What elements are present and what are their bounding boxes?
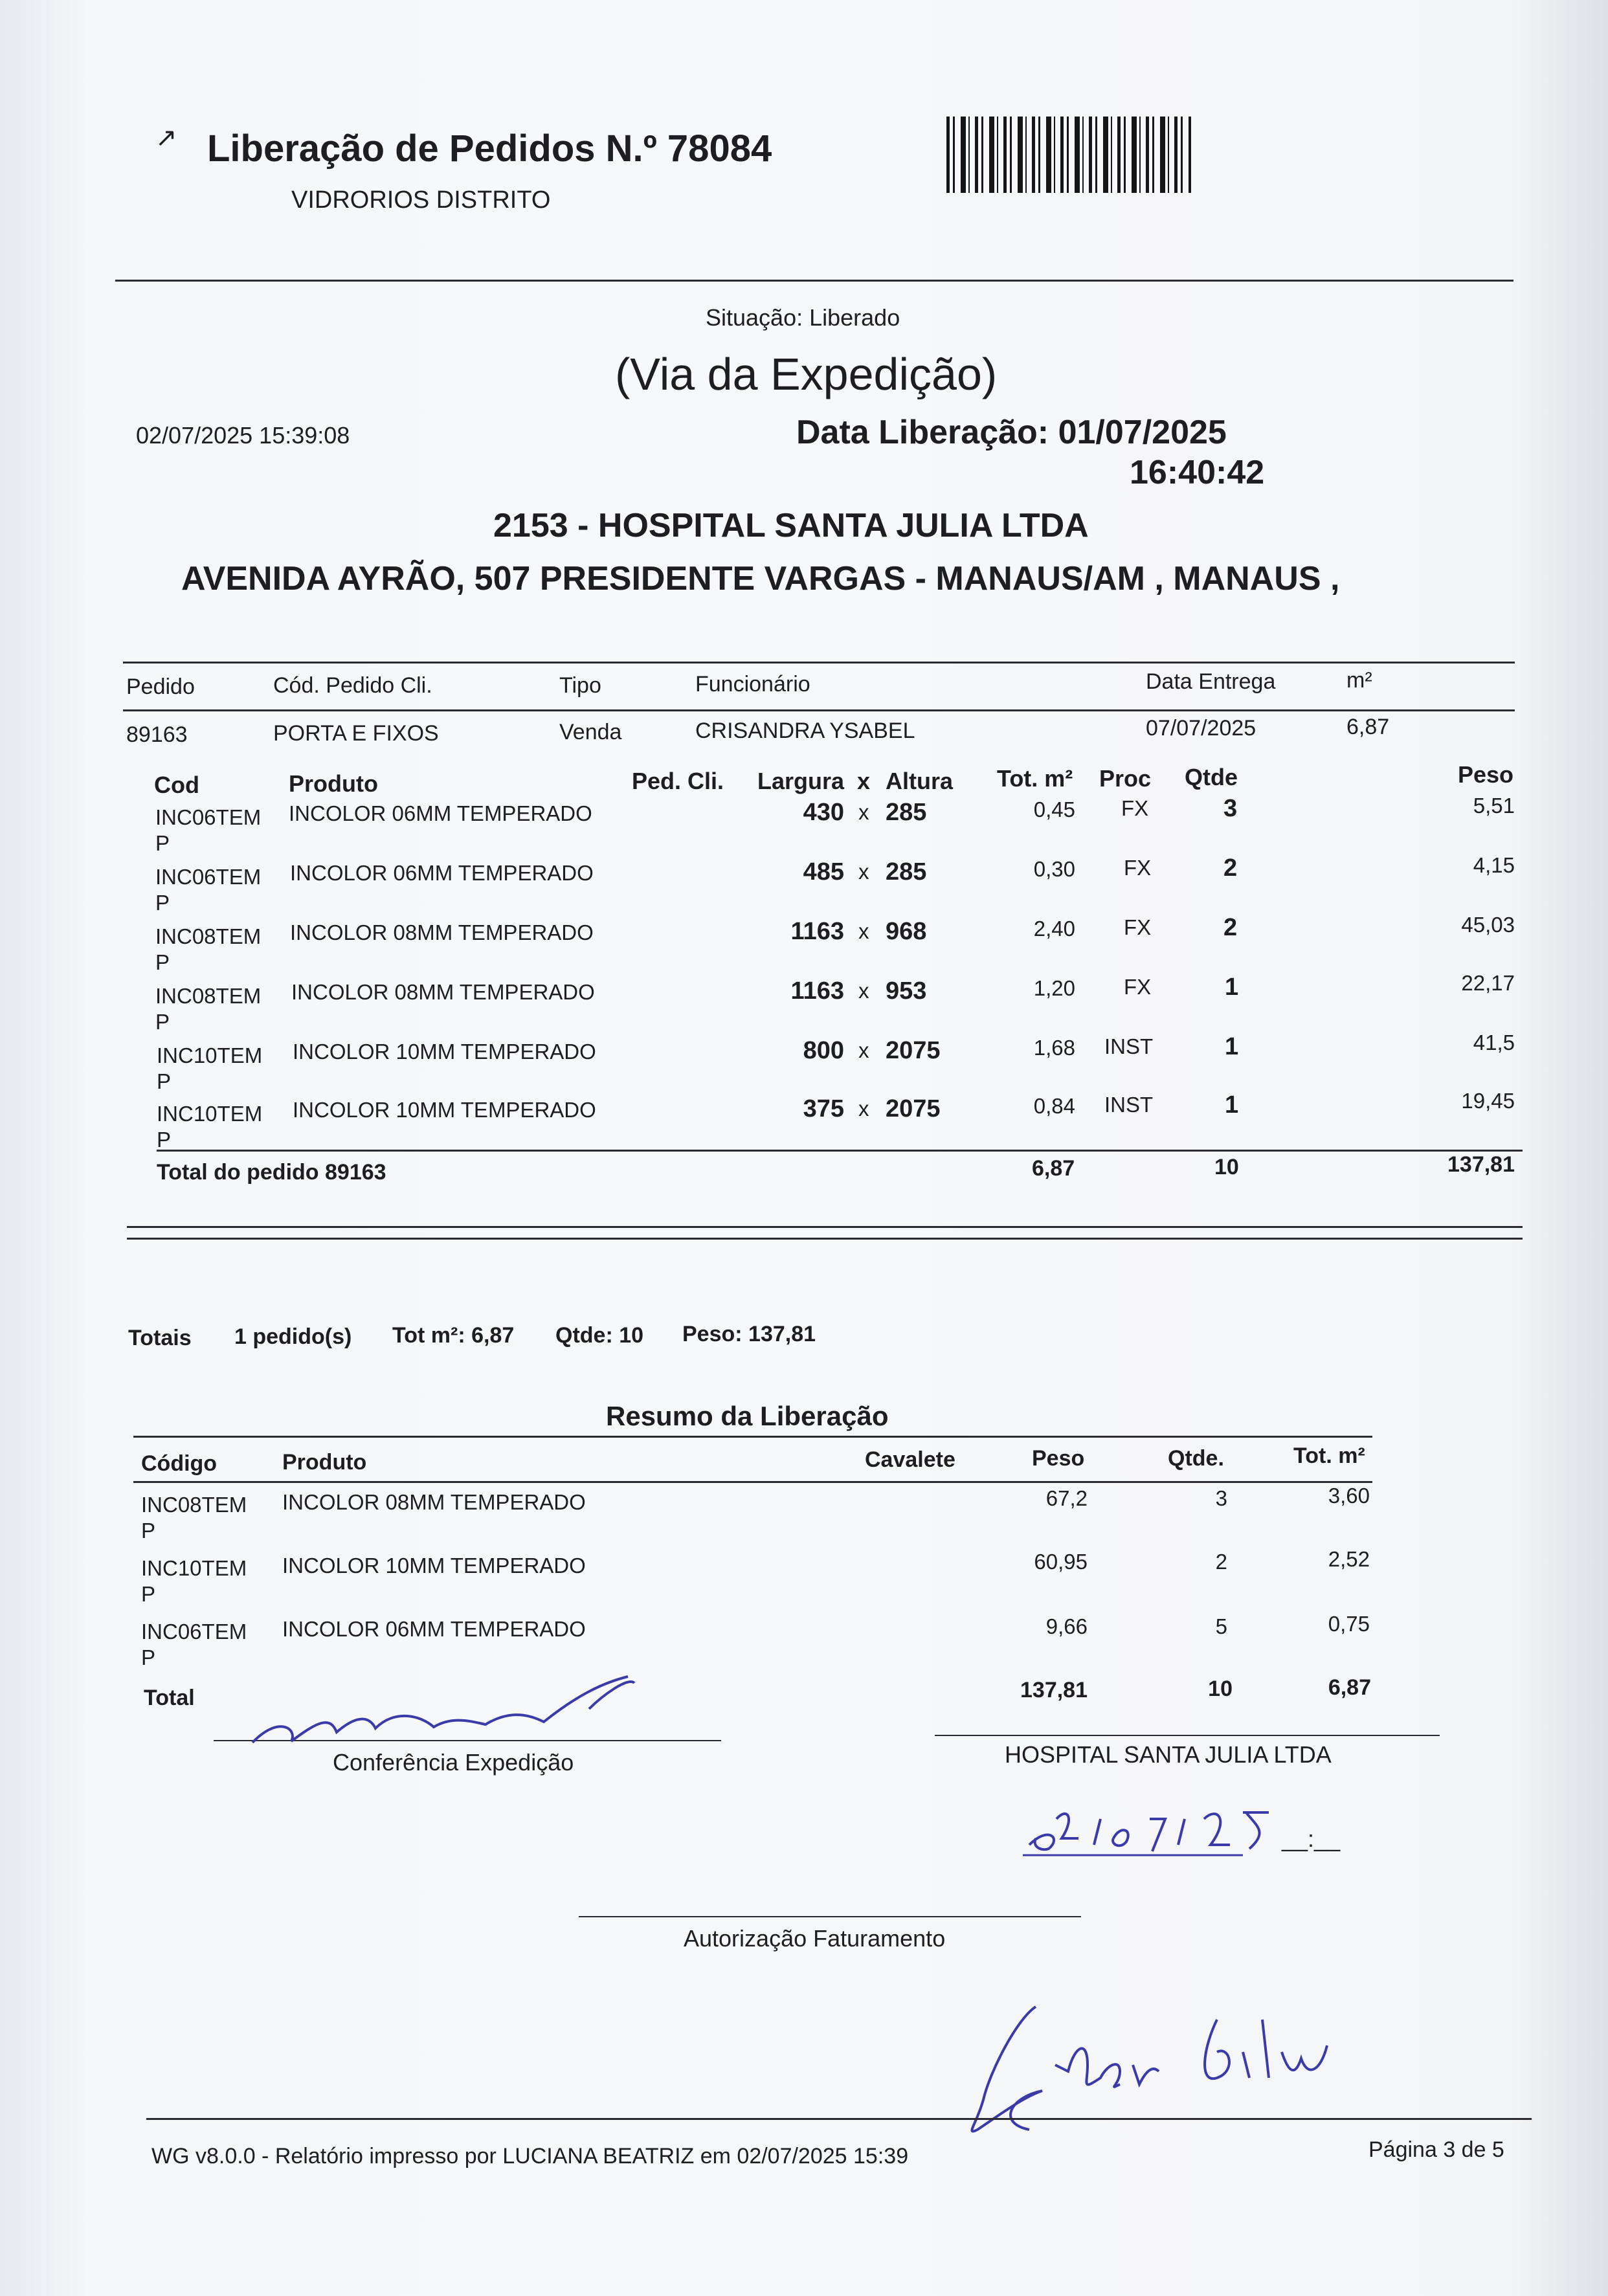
item-produto: INCOLOR 08MM TEMPERADO [291, 980, 595, 1004]
release-time: 16:40:42 [1130, 454, 1265, 491]
summary-total-qtde: 10 [1208, 1677, 1233, 1701]
item-cod-suffix: P [157, 1069, 172, 1093]
summary-qtde: 5 [1215, 1614, 1227, 1638]
items-col-produto: Produto [289, 770, 378, 797]
items-col-x: x [857, 768, 871, 794]
item-cod-suffix: P [155, 1010, 170, 1034]
corner-mark: ↗ [155, 124, 177, 152]
item-tot-m2: 1,20 [1033, 976, 1075, 1000]
summary-total-label: Total [144, 1686, 195, 1710]
item-qtde: 2 [1223, 854, 1238, 882]
summary-top-divider [133, 1436, 1372, 1438]
header-divider [115, 280, 1513, 282]
item-qtde: 1 [1225, 1033, 1239, 1060]
item-cod: INC10TEM [157, 1043, 263, 1067]
summary-tot-m2: 3,60 [1328, 1484, 1370, 1508]
items-col-qtde: Qtde [1185, 764, 1238, 790]
items-total-label: Total do pedido 89163 [157, 1160, 386, 1185]
col-data-entrega: Data Entrega [1146, 669, 1276, 694]
release-date: Data Liberação: 01/07/2025 [796, 414, 1227, 451]
company-name: VIDRORIOS DISTRITO [291, 186, 551, 214]
items-col-ped-cli: Ped. Cli. [632, 768, 724, 794]
item-altura: 285 [886, 799, 927, 826]
summary-col-produto: Produto [282, 1450, 367, 1475]
order-header-divider [123, 709, 1515, 711]
summary-produto: INCOLOR 08MM TEMPERADO [282, 1490, 586, 1514]
autorizacao-signature-line [579, 1916, 1081, 1917]
footer-page-number: Página 3 de 5 [1368, 2137, 1504, 2162]
item-tot-m2: 1,68 [1033, 1036, 1075, 1060]
item-largura: 1163 [790, 977, 844, 1005]
item-qtde: 1 [1225, 974, 1239, 1001]
col-cod-cli: Cód. Pedido Cli. [273, 673, 432, 698]
barcode [946, 117, 1191, 193]
items-total-divider [157, 1150, 1523, 1152]
item-peso: 19,45 [1461, 1089, 1515, 1113]
item-qtde: 2 [1223, 914, 1238, 941]
summary-qtde: 3 [1215, 1486, 1227, 1510]
item-x: x [858, 860, 869, 884]
item-x: x [858, 979, 869, 1003]
order-data-entrega: 07/07/2025 [1146, 716, 1256, 741]
customer-address: AVENIDA AYRÃO, 507 PRESIDENTE VARGAS - MANAUS/AM , MANAUS , [181, 560, 1340, 597]
summary-col-peso: Peso [1032, 1446, 1085, 1471]
item-peso: 41,5 [1473, 1031, 1515, 1054]
summary-col-cavalete: Cavalete [865, 1447, 955, 1472]
summary-codigo-suffix: P [141, 1645, 156, 1669]
summary-codigo: INC06TEM [141, 1620, 247, 1644]
item-cod-suffix: P [155, 950, 170, 974]
order-tipo: Venda [559, 720, 622, 744]
summary-peso: 9,66 [1045, 1614, 1088, 1638]
items-col-proc: Proc [1099, 765, 1152, 792]
item-altura: 953 [886, 977, 927, 1005]
customer-signature-line [935, 1735, 1440, 1736]
item-cod-suffix: P [155, 831, 170, 855]
item-tot-m2: 0,30 [1033, 857, 1075, 881]
totals-qtde: Qtde: 10 [555, 1323, 644, 1348]
summary-codigo: INC10TEM [141, 1556, 247, 1580]
item-tot-m2: 2,40 [1033, 917, 1075, 941]
item-proc: INST [1104, 1093, 1154, 1117]
col-pedido: Pedido [126, 674, 195, 699]
item-cod: INC08TEM [155, 984, 262, 1008]
autorizacao-label: Autorização Faturamento [684, 1925, 946, 1952]
item-largura: 375 [803, 1095, 844, 1122]
time-blank: __:__ [1282, 1825, 1341, 1852]
summary-tot-m2: 0,75 [1328, 1612, 1370, 1636]
item-proc: FX [1121, 796, 1149, 820]
item-cod-suffix: P [155, 891, 170, 915]
totals-peso: Peso: 137,81 [682, 1322, 816, 1346]
col-m2: m² [1346, 668, 1372, 693]
item-x: x [858, 1097, 869, 1120]
print-datetime: 02/07/2025 15:39:08 [136, 422, 350, 449]
status-text: Situação: Liberado [706, 304, 900, 331]
items-bottom-divider-1 [127, 1226, 1523, 1228]
conferencia-label: Conferência Expedição [333, 1749, 574, 1776]
items-col-altura: Altura [886, 768, 954, 794]
items-total-peso: 137,81 [1447, 1152, 1515, 1177]
item-x: x [858, 1038, 869, 1062]
order-m2: 6,87 [1346, 715, 1390, 739]
item-tot-m2: 0,84 [1033, 1094, 1075, 1118]
item-qtde: 3 [1223, 795, 1238, 822]
items-col-largura: Largura [757, 768, 845, 794]
item-largura: 485 [803, 858, 844, 886]
items-col-peso: Peso [1458, 761, 1514, 788]
authorizer-signature [958, 1994, 1385, 2143]
customer-signature-label: HOSPITAL SANTA JULIA LTDA [1005, 1741, 1332, 1768]
summary-peso: 67,2 [1045, 1486, 1088, 1510]
totals-pedidos: 1 pedido(s) [234, 1324, 352, 1349]
item-peso: 5,51 [1473, 794, 1515, 818]
item-produto: INCOLOR 08MM TEMPERADO [290, 920, 594, 944]
item-proc: INST [1104, 1034, 1154, 1058]
summary-codigo: INC08TEM [141, 1493, 247, 1517]
summary-total-m2: 6,87 [1328, 1675, 1371, 1700]
item-proc: FX [1124, 856, 1152, 880]
item-produto: INCOLOR 06MM TEMPERADO [290, 861, 594, 885]
item-altura: 968 [886, 918, 927, 945]
item-tot-m2: 0,45 [1033, 797, 1075, 821]
item-altura: 2075 [886, 1037, 941, 1064]
order-funcionario: CRISANDRA YSABEL [695, 719, 915, 743]
col-funcionario: Funcionário [695, 672, 810, 697]
item-proc: FX [1124, 915, 1152, 939]
item-largura: 1163 [790, 918, 844, 945]
summary-tot-m2: 2,52 [1328, 1547, 1370, 1571]
summary-produto: INCOLOR 06MM TEMPERADO [282, 1617, 586, 1641]
items-col-tot-m2: Tot. m² [997, 765, 1073, 792]
summary-title: Resumo da Liberação [606, 1401, 889, 1431]
item-cod: INC06TEM [155, 805, 262, 829]
item-qtde: 1 [1225, 1091, 1239, 1119]
summary-codigo-suffix: P [141, 1582, 156, 1606]
item-cod: INC10TEM [157, 1102, 263, 1126]
summary-qtde: 2 [1215, 1550, 1227, 1574]
report-title: Liberação de Pedidos N.º 78084 [207, 128, 772, 170]
item-x: x [858, 919, 869, 943]
summary-codigo-suffix: P [141, 1519, 156, 1543]
item-proc: FX [1124, 975, 1152, 999]
item-altura: 285 [886, 858, 927, 886]
item-largura: 430 [803, 799, 844, 826]
footer-printed-by: WG v8.0.0 - Relatório impresso por LUCIANA BEATRIZ em 02/07/2025 15:39 [151, 2144, 909, 2168]
summary-col-qtde: Qtde. [1168, 1446, 1224, 1471]
item-peso: 4,15 [1473, 853, 1515, 877]
item-produto: INCOLOR 10MM TEMPERADO [293, 1040, 596, 1064]
item-peso: 22,17 [1461, 971, 1515, 995]
totals-m2: Tot m²: 6,87 [392, 1323, 515, 1348]
conferencia-signature [240, 1670, 667, 1754]
item-produto: INCOLOR 06MM TEMPERADO [289, 801, 592, 825]
order-top-divider [123, 662, 1515, 663]
summary-peso: 60,95 [1034, 1550, 1088, 1574]
item-produto: INCOLOR 10MM TEMPERADO [293, 1098, 596, 1122]
copy-label: (Via da Expedição) [615, 349, 998, 399]
summary-header-divider [133, 1481, 1372, 1483]
totals-label: Totais [128, 1326, 192, 1350]
item-cod-suffix: P [157, 1128, 172, 1152]
footer-divider [146, 2118, 1532, 2120]
item-cod: INC06TEM [155, 865, 262, 889]
col-tipo: Tipo [559, 673, 601, 698]
summary-col-tot-m2: Tot. m² [1293, 1443, 1365, 1468]
summary-total-peso: 137,81 [1020, 1678, 1088, 1702]
item-altura: 2075 [886, 1095, 941, 1122]
summary-col-codigo: Código [141, 1451, 218, 1476]
items-total-qtde: 10 [1214, 1155, 1239, 1179]
item-cod: INC08TEM [155, 924, 262, 948]
summary-produto: INCOLOR 10MM TEMPERADO [282, 1554, 586, 1577]
item-x: x [858, 800, 869, 824]
order-pedido: 89163 [126, 722, 188, 747]
customer-name: 2153 - HOSPITAL SANTA JULIA LTDA [493, 507, 1089, 544]
item-largura: 800 [803, 1037, 844, 1064]
items-col-cod: Cod [154, 772, 199, 798]
item-peso: 45,03 [1461, 913, 1515, 937]
items-bottom-divider-2 [127, 1238, 1523, 1240]
order-cod-cli: PORTA E FIXOS [273, 721, 439, 746]
items-total-m2: 6,87 [1032, 1156, 1075, 1181]
